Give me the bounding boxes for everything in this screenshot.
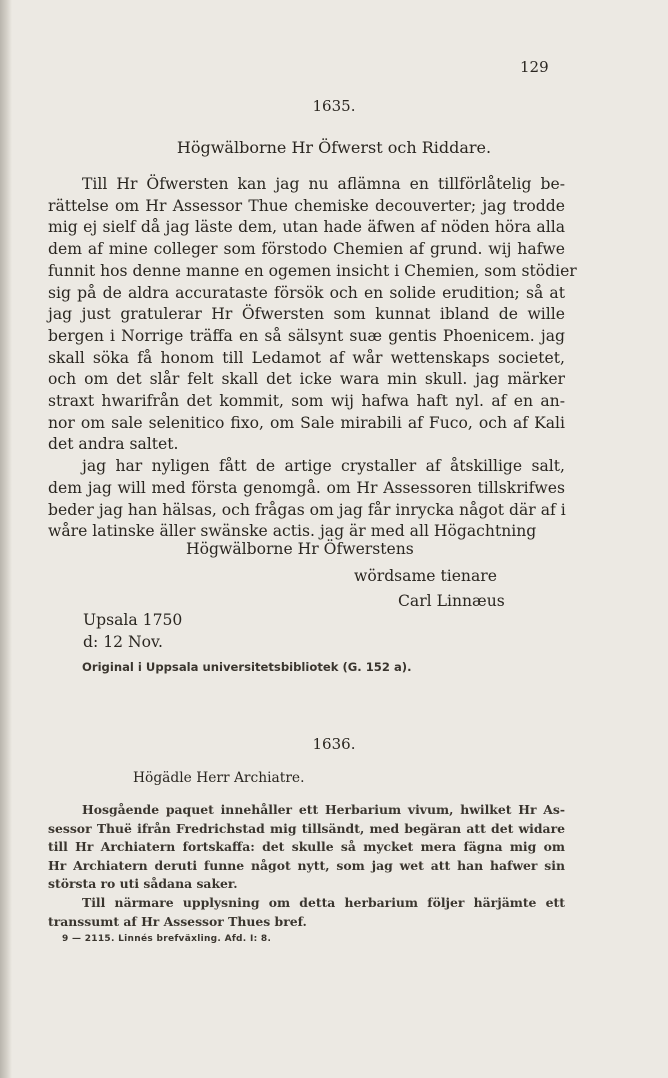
letter-salutation: Högädle Herr Archiatre. — [133, 770, 305, 786]
body-line: dem jag will med första genomgå. om Hr Assessoren tillskrifwes — [48, 478, 565, 497]
letter-body-small — [48, 801, 565, 931]
body-line: nor om sale selenitico fixo, om Sale mirabili af Fuco, och af Kali — [48, 413, 565, 432]
body-line: wåre latinske äller swänske actis. jag är med all Högachtning — [48, 522, 537, 541]
body-line: Hosgående paquet innehåller ett Herbarium vivum, hwilket Hr As- — [82, 802, 565, 817]
body-line: största ro uti sådana saker. — [48, 876, 238, 892]
letter-body — [48, 174, 577, 543]
body-line: jag har nyligen fått de artige crystaller af åtskillige salt, — [82, 457, 565, 476]
letter-salutation: Högwälborne Hr Öfwerst och Riddare. — [176, 138, 492, 157]
body-line: dem af mine colleger som förstodo Chemien af grund. wij hafwe — [48, 240, 565, 259]
body-line: bergen i Norrige träffa en så sälsynt suæ gentis Phoenicem. jag — [48, 326, 565, 345]
body-line: det andra saltet. — [48, 435, 179, 454]
footer-signature: 9 — 2115. Linnés brefväxling. Afd. I: 8. — [62, 934, 272, 944]
body-line: straxt hwarifrån det kommit, som wij hafwa haft nyl. af en an- — [48, 392, 565, 411]
place-year: Upsala 1750 — [83, 611, 183, 629]
letter-number-1636: 1636. — [312, 735, 356, 753]
body-line: mig ej sielf då jag läste dem, utan hade äfwen af nöden höra alla — [48, 218, 565, 237]
page-number: 129 — [520, 58, 549, 76]
body-line: och om det slår felt skall det icke wara min skull. jag märker — [48, 370, 565, 389]
letter-number-1635: 1635. — [312, 97, 356, 115]
body-line: Till Hr Öfwersten kan jag nu aflämna en tillförlåtelig be- — [82, 175, 565, 193]
closing-phrase: wördsame tienare — [354, 567, 497, 585]
body-line: skall söka få honom till Ledamot af wår wettenskaps societet, — [48, 348, 565, 367]
closing-salutation: Högwälborne Hr Öfwerstens — [186, 540, 414, 558]
signature: Carl Linnæus — [398, 592, 505, 610]
body-line: sessor Thuë ifrån Fredrichstad mig tillsändt, med begäran att det widare — [48, 820, 565, 836]
body-line: transsumt af Hr Assessor Thues bref. — [48, 913, 307, 929]
body-line: till Hr Archiatern fortskaffa: det skulle så mycket mera fägna mig om — [48, 839, 565, 855]
book-spine-shadow — [0, 0, 12, 1078]
date: d: 12 Nov. — [83, 633, 163, 651]
body-line: funnit hos denne manne en ogemen insicht i Chemien, som stödier — [48, 261, 577, 280]
body-line: Till närmare upplysning om detta herbarium följer härjämte ett — [82, 894, 565, 910]
body-line: Hr Archiatern deruti funne något nytt, som jag wet att han hafwer sin — [48, 857, 565, 873]
body-line: jag just gratulerar Hr Öfwersten som kunnat ibland de wille — [48, 305, 565, 324]
body-line: rättelse om Hr Assessor Thue chemiske decouverter; jag trodde — [48, 196, 565, 215]
source-note: Original i Uppsala universitetsbibliotek (G. 152 a). — [82, 660, 412, 674]
body-line: sig på de aldra accuratаste försök och en solide erudition; så at — [48, 283, 565, 302]
body-line: beder jag han hälsas, och frågas om jag får inrycka något där af i — [48, 500, 566, 519]
